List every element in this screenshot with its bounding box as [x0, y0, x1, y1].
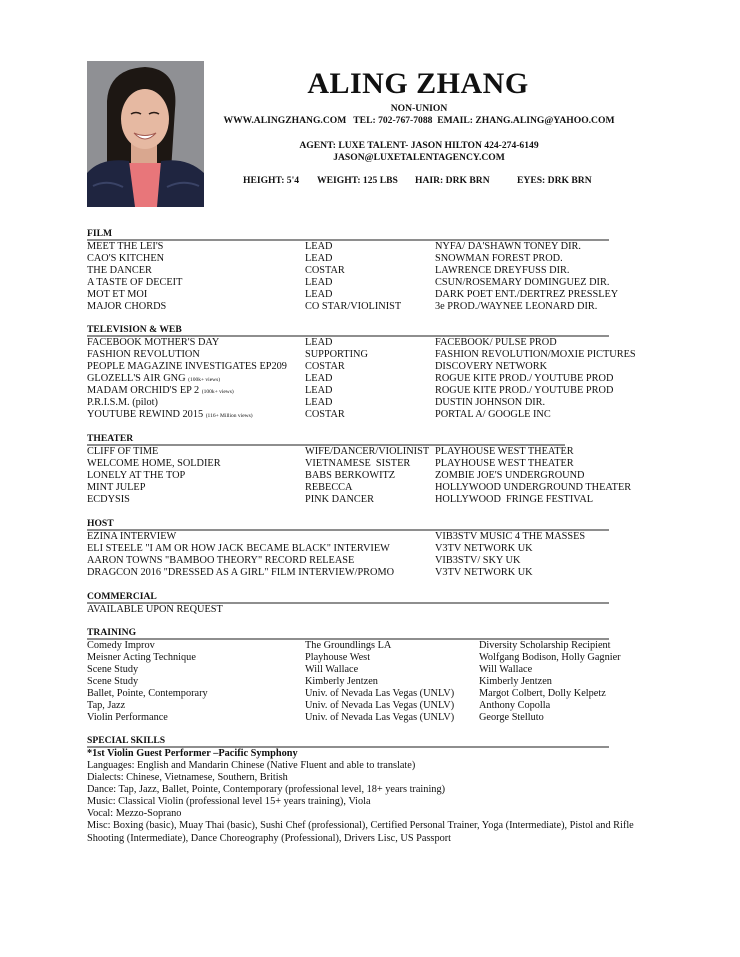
credit-row: AARON TOWNS "BAMBOO THEORY" RECORD RELEASE VIB3STV/ SKY UK — [87, 554, 521, 566]
section-title: TRAINING — [87, 627, 137, 638]
credit-row: EZINA INTERVIEW VIB3STV MUSIC 4 THE MASSES — [87, 530, 586, 542]
credit-row: ECDYSIS PINK DANCER HOLLYWOOD FRINGE FESTIVAL — [87, 494, 594, 506]
credit-row: YOUTUBE REWIND 2015 (116+ Million views) COSTAR PORTAL A/ GOOGLE INC — [87, 409, 551, 421]
credit-row: DRAGCON 2016 "DRESSED AS A GIRL" FILM INTERVIEW/PROMO V3TV NETWORK UK — [87, 566, 533, 578]
stat-hair: HAIR: DRK BRN — [415, 175, 490, 186]
headshot-image-icon — [87, 61, 204, 207]
skill-dance: Dance: Tap, Jazz, Ballet, Pointe, Contemporary (professional level, 18+ years training) — [87, 783, 446, 795]
credit-row: FACEBOOK MOTHER'S DAY LEAD FACEBOOK/ PULSE PROD — [87, 336, 557, 348]
credit-row: MEET THE LEI'S LEAD NYFA/ DA'SHAWN TONEY DIR. — [87, 240, 581, 252]
section-title: COMMERCIAL — [87, 591, 157, 602]
training-row: Tap, Jazz Univ. of Nevada Las Vegas (UNLV) Anthony Copolla — [87, 700, 551, 712]
training-row: Comedy Improv The Groundlings LA Diversity Scholarship Recipient — [87, 639, 611, 651]
section-commercial — [87, 591, 609, 616]
training-row: Ballet, Pointe, Contemporary Univ. of Nevada Las Vegas (UNLV) Margot Colbert, Dolly Kelpetz — [87, 688, 606, 700]
credit-row: MADAM ORCHID'S EP 2 (100k+ views) LEAD ROGUE KITE PROD./ YOUTUBE PROD — [87, 385, 614, 397]
credit-row: A TASTE OF DECEIT LEAD CSUN/ROSEMARY DOMINGUEZ DIR. — [87, 276, 610, 288]
section-title: SPECIAL SKILLS — [87, 735, 166, 746]
union-status: NON-UNION — [390, 103, 448, 114]
skill-misc-continued: Shooting (Intermediate), Dance Choreography (Professional), Drivers Lisc, US Passport — [87, 832, 452, 844]
skill-music: Music: Classical Violin (professional level 15+ years training), Viola — [87, 796, 371, 808]
skill-misc: Misc: Boxing (basic), Muay Thai (basic), Sushi Chef (professional), Certified Personal Trainer, Yoga (Intermediate), Pistol and Rifle — [87, 820, 634, 832]
commercial-text: AVAILABLE UPON REQUEST — [87, 603, 223, 615]
credit-row: MINT JULEP REBECCA HOLLYWOOD UNDERGROUND THEATER — [87, 481, 632, 493]
section-title: THEATER — [87, 433, 134, 444]
section-film — [87, 228, 619, 313]
credit-row: P.R.I.S.M. (pilot) LEAD DUSTIN JOHNSON DIR. — [87, 397, 546, 409]
section-training — [87, 627, 621, 724]
credit-row: CAO'S KITCHEN LEAD SNOWMAN FOREST PROD. — [87, 252, 563, 264]
section-special-skills — [87, 735, 634, 845]
section-title: TELEVISION & WEB — [87, 324, 182, 335]
credit-row: GLOZELL'S AIR GNG (100k+ views) LEAD ROGUE KITE PROD./ YOUTUBE PROD — [87, 372, 614, 384]
credit-row: LONELY AT THE TOP BABS BERKOWITZ ZOMBIE JOE'S UNDERGROUND — [87, 469, 585, 481]
agent-email: JASON@LUXETALENTAGENCY.COM — [333, 152, 505, 163]
credit-row: CLIFF OF TIME WIFE/DANCER/VIOLINIST PLAYHOUSE WEST THEATER — [87, 445, 574, 457]
view-count: (100k+ views) — [201, 389, 234, 396]
credit-row: PEOPLE MAGAZINE INVESTIGATES EP209 COSTAR DISCOVERY NETWORK — [87, 360, 548, 372]
stat-weight: WEIGHT: 125 LBS — [317, 175, 398, 186]
section-theater — [87, 433, 632, 506]
credit-row: MAJOR CHORDS CO STAR/VIOLINIST 3e PROD./WAYNEE LEONARD DIR. — [87, 301, 598, 313]
training-row: Scene Study Will Wallace Will Wallace — [87, 663, 533, 675]
skill-highlight: *1st Violin Guest Performer –Pacific Symphony — [87, 747, 298, 759]
stat-eyes: EYES: DRK BRN — [517, 175, 592, 186]
actor-name: ALING ZHANG — [307, 67, 529, 100]
skill-dialects: Dialects: Chinese, Vietnamese, Southern, British — [87, 771, 288, 783]
credit-row: THE DANCER COSTAR LAWRENCE DREYFUSS DIR. — [87, 264, 570, 276]
section-television-web — [87, 324, 636, 421]
headshot-photo — [87, 61, 204, 207]
contact-line: WWW.ALINGZHANG.COM TEL: 702-767-7088 EMAIL: ZHANG.ALING@YAHOO.COM — [223, 115, 615, 126]
section-title: HOST — [87, 518, 114, 529]
training-row: Scene Study Kimberly Jentzen Kimberly Jentzen — [87, 675, 552, 687]
training-row: Violin Performance Univ. of Nevada Las Vegas (UNLV) George Stelluto — [87, 712, 544, 724]
credit-row: ELI STEELE "I AM OR HOW JACK BECAME BLACK" INTERVIEW V3TV NETWORK UK — [87, 542, 533, 554]
credit-row: MOT ET MOI LEAD DARK POET ENT./DERTREZ PRESSLEY — [87, 289, 619, 301]
skill-vocal: Vocal: Mezzo-Soprano — [87, 808, 182, 820]
agent-line: AGENT: LUXE TALENT- JASON HILTON 424-274-6149 — [299, 140, 539, 151]
skill-languages: Languages: English and Mandarin Chinese (Native Fluent and able to translate) — [87, 759, 416, 771]
section-host — [87, 518, 609, 579]
training-row: Meisner Acting Technique Playhouse West Wolfgang Bodison, Holly Gagnier — [87, 651, 621, 663]
credit-row: FASHION REVOLUTION SUPPORTING FASHION REVOLUTION/MOXIE PICTURES — [87, 348, 636, 360]
section-title: FILM — [87, 228, 113, 239]
view-count: (116+ Million views) — [205, 413, 253, 420]
credit-row: WELCOME HOME, SOLDIER VIETNAMESE SISTER PLAYHOUSE WEST THEATER — [87, 457, 574, 469]
stat-height: HEIGHT: 5'4 — [243, 175, 300, 186]
view-count: (100k+ views) — [188, 376, 221, 383]
